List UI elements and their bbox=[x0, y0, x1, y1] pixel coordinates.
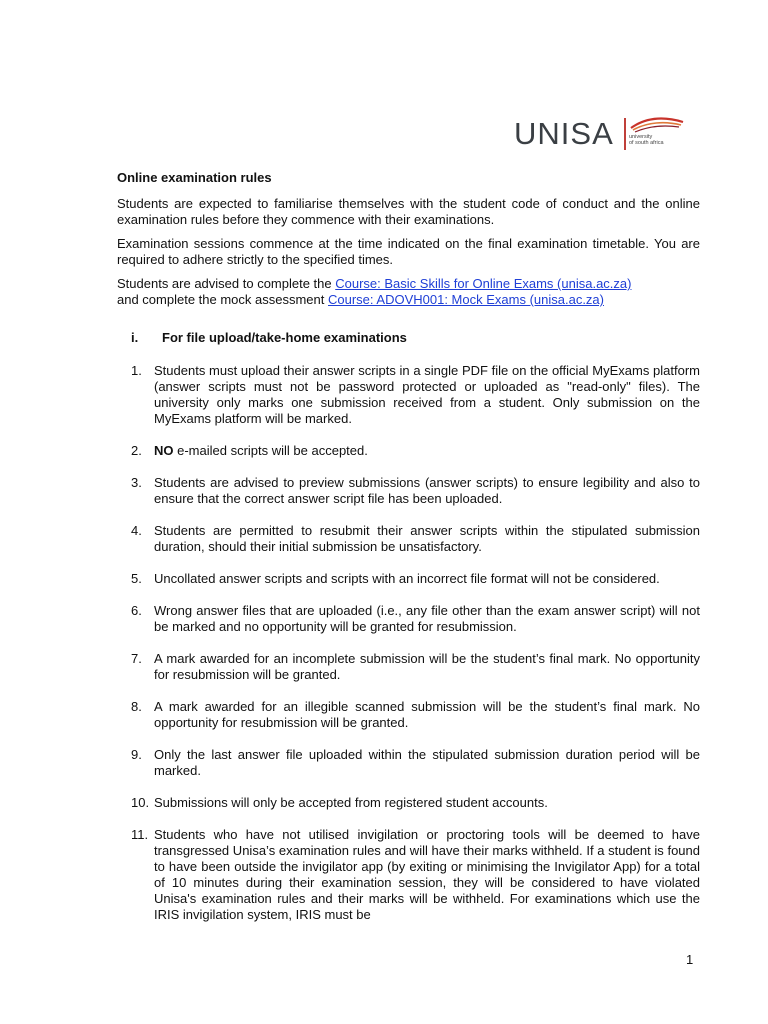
rule-item bbox=[117, 651, 700, 683]
mock-exams-course-link[interactable]: Course: ADOVH001: Mock Exams (unisa.ac.za) bbox=[328, 292, 604, 307]
page-number: 1 bbox=[686, 952, 694, 967]
rule-number: 1. bbox=[131, 363, 142, 378]
rule-item bbox=[117, 363, 700, 427]
rule-number: 7. bbox=[131, 651, 142, 666]
logo-subtitle bbox=[629, 134, 664, 146]
rule-item bbox=[117, 795, 700, 811]
rules-list bbox=[117, 363, 700, 923]
courses-text-prefix: Students are advised to complete the bbox=[117, 276, 336, 291]
basic-skills-course-link[interactable]: Course: Basic Skills for Online Exams (unisa.ac.za) bbox=[335, 276, 632, 291]
courses-paragraph bbox=[117, 276, 700, 308]
rule-text bbox=[154, 443, 700, 459]
rule-item bbox=[117, 827, 700, 923]
rule-number: 3. bbox=[131, 475, 142, 490]
rule-item bbox=[117, 747, 700, 779]
rule-text: Submissions will only be accepted from registered student accounts. bbox=[154, 795, 548, 810]
rule-item bbox=[117, 475, 700, 507]
logo-divider bbox=[624, 118, 626, 150]
section-number: i. bbox=[131, 330, 139, 345]
rule-text: Students are permitted to resubmit their answer scripts within the stipulated submission duration, should their initial submission be unsatisfactory. bbox=[154, 523, 700, 554]
rule-item bbox=[117, 603, 700, 635]
unisa-logo bbox=[514, 114, 686, 154]
logo-subtitle-line2: of south africa bbox=[629, 140, 664, 146]
section-title: For file upload/take-home examinations bbox=[162, 330, 407, 345]
rule-text: Wrong answer files that are uploaded (i.e., any file other than the exam answer script) will not be marked and no opportunity will be granted for resubmission. bbox=[154, 603, 700, 634]
rule-item bbox=[117, 571, 700, 587]
logo-subtitle-line1: university bbox=[629, 134, 653, 140]
rule-number: 6. bbox=[131, 603, 142, 618]
document-body bbox=[117, 170, 700, 939]
rule-item bbox=[117, 699, 700, 731]
rule-text: A mark awarded for an incomplete submission will be the student’s final mark. No opportunity for resubmission will be granted. bbox=[154, 651, 700, 682]
rule-item bbox=[117, 443, 700, 459]
rule-number: 9. bbox=[131, 747, 142, 762]
rule-emphasis: NO bbox=[154, 443, 174, 458]
rule-number: 11. bbox=[131, 827, 149, 842]
rule-text: Students are advised to preview submissions (answer scripts) to ensure legibility and also to ensure that the correct answer script file has been uploaded. bbox=[154, 475, 700, 506]
rule-number: 2. bbox=[131, 443, 142, 458]
rule-text: Uncollated answer scripts and scripts with an incorrect file format will not be considered. bbox=[154, 571, 660, 586]
rule-text-rest: e-mailed scripts will be accepted. bbox=[173, 443, 368, 458]
courses-text-middle: and complete the mock assessment bbox=[117, 292, 328, 307]
rule-number: 5. bbox=[131, 571, 142, 586]
logo-wordmark: UNISA bbox=[514, 116, 614, 151]
rule-text: Students who have not utilised invigilation or proctoring tools will be deemed to have transgressed Unisa’s examination rules and will have their marks withheld. If a student is found to have been outside the invigilator app (by exiting or minimising the Invigilator App) for a total of 10 minutes during their examination session, they will be considered to have violated Unisa's examination rules and their marks will be withheld. For examinations which use the IRIS invigilation system, IRIS must be bbox=[154, 827, 700, 922]
logo-swoosh-icon bbox=[627, 114, 687, 134]
rule-number: 4. bbox=[131, 523, 142, 538]
rule-number: 8. bbox=[131, 699, 142, 714]
intro-paragraph: Students are expected to familiarise themselves with the student code of conduct and the online examination rules before they commence with their examinations. bbox=[117, 196, 700, 227]
rule-text: Only the last answer file uploaded within the stipulated submission duration period will be marked. bbox=[154, 747, 700, 778]
sessions-paragraph: Examination sessions commence at the time indicated on the final examination timetable. You are required to adhere strictly to the specified times. bbox=[117, 236, 700, 267]
rule-text: A mark awarded for an illegible scanned submission will be the student’s final mark. No opportunity for resubmission will be granted. bbox=[154, 699, 700, 730]
rule-number: 10. bbox=[131, 795, 150, 810]
rule-text: Students must upload their answer scripts in a single PDF file on the official MyExams platform (answer scripts must not be password protected or uploaded as "read-only" files). The university only marks one submission received from a student. Only submission on the MyExams platform will be marked. bbox=[154, 363, 700, 426]
section-heading bbox=[117, 330, 700, 346]
rule-item bbox=[117, 523, 700, 555]
document-heading: Online examination rules bbox=[117, 170, 272, 185]
